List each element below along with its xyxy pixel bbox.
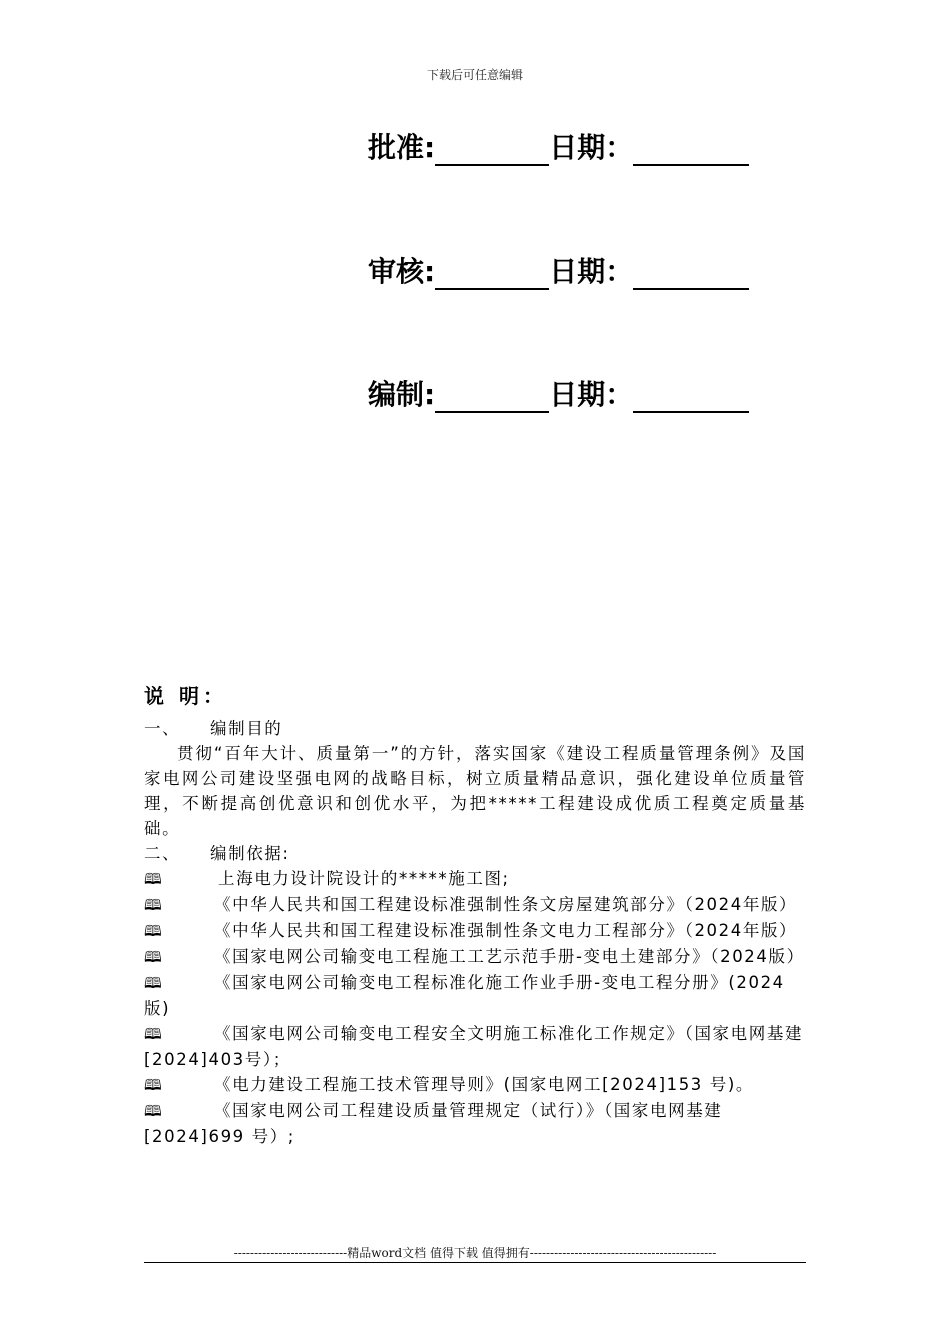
list-item-text: 《国家电网公司输变电工程标准化施工作业手册-变电工程分册》(2024版) <box>144 973 785 1018</box>
footer-note: ----------------------------精品word文档 值得下载 值得拥有---------------------------------------------- <box>233 1246 717 1260</box>
purpose-paragraph: 贯彻“百年大计、质量第一”的方针，落实国家《建设工程质量管理条例》及国家电网公司建设坚强电网的战略目标，树立质量精品意识，强化建设单位质量管理，不断提高创优意识和创优水平，为把*****工程建设成优质工程奠定质量基础。 <box>144 744 806 838</box>
section-heading-purpose <box>144 716 806 741</box>
list-item <box>144 944 806 970</box>
list-item <box>144 866 806 892</box>
approve-signature-blank <box>435 138 549 166</box>
list-item-text: 《中华人民共和国工程建设标准强制性条文房屋建筑部分》（2024年版） <box>214 895 798 914</box>
compile-label: 编制: <box>368 378 436 411</box>
compile-signature-blank <box>435 385 549 413</box>
open-book-icon: 🕮 <box>144 922 162 940</box>
compile-row <box>368 373 749 413</box>
section-title: 编制目的 <box>210 719 283 738</box>
approval-row <box>368 126 749 166</box>
list-item <box>144 970 806 1021</box>
approve-label: 批准: <box>368 131 436 164</box>
section-title: 编制依据: <box>210 844 290 863</box>
approve-date-label: 日期： <box>549 131 634 164</box>
list-item <box>144 918 806 944</box>
document-body <box>144 716 806 1149</box>
review-signature-blank <box>435 262 549 290</box>
list-item-text: 《国家电网公司输变电工程安全文明施工标准化工作规定》（国家电网基建[2024]403号）； <box>144 1024 804 1069</box>
list-item-text: 上海电力设计院设计的*****施工图; <box>218 869 510 888</box>
section-number: 二、 <box>144 844 181 863</box>
header-note: 下载后可任意编辑 <box>426 68 523 82</box>
open-book-icon: 🕮 <box>144 1076 162 1094</box>
approve-date-blank <box>633 138 749 166</box>
list-item-text: 《电力建设工程施工技术管理导则》(国家电网工[2024]153 号)。 <box>214 1075 754 1094</box>
list-item <box>144 1021 806 1072</box>
review-label: 审核: <box>368 255 436 288</box>
open-book-icon: 🕮 <box>144 1102 162 1120</box>
open-book-icon: 🕮 <box>144 1025 162 1043</box>
review-date-blank <box>633 262 749 290</box>
section-heading-basis <box>144 841 806 866</box>
list-item <box>144 1098 806 1149</box>
compile-date-label: 日期： <box>549 378 634 411</box>
review-date-label: 日期： <box>549 255 634 288</box>
list-item <box>144 892 806 918</box>
list-item <box>144 1072 806 1098</box>
list-item-text: 《国家电网公司工程建设质量管理规定（试行）》（国家电网基建[2024]699 号）; <box>144 1101 723 1146</box>
review-row <box>368 250 749 290</box>
footer-rule <box>144 1262 806 1263</box>
list-item-text: 《中华人民共和国工程建设标准强制性条文电力工程部分》（2024年版） <box>214 921 798 940</box>
compile-date-blank <box>633 385 749 413</box>
explain-title: 说 明： <box>144 684 227 708</box>
open-book-icon: 🕮 <box>144 870 162 888</box>
list-item-text: 《国家电网公司输变电工程施工工艺示范手册-变电土建部分》（2024版） <box>214 947 805 966</box>
open-book-icon: 🕮 <box>144 896 162 914</box>
section-number: 一、 <box>144 719 181 738</box>
open-book-icon: 🕮 <box>144 974 162 992</box>
open-book-icon: 🕮 <box>144 948 162 966</box>
